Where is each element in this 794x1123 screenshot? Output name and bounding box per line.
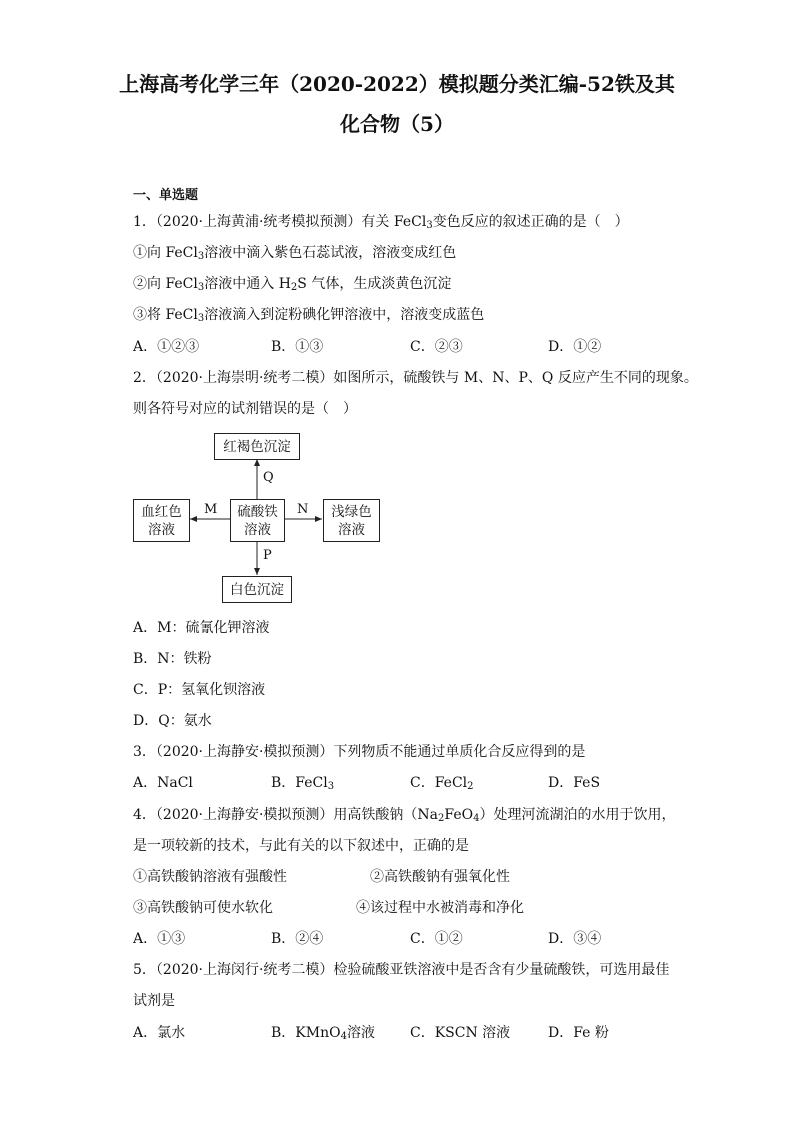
q2-option-c[interactable]: C．P：氢氧化钡溶液 xyxy=(133,682,266,698)
q3-stem: 3．（2020·上海静安·模拟预测）下列物质不能通过单质化合反应得到的是 xyxy=(133,744,586,760)
q1-option-d[interactable]: D．①② xyxy=(548,339,602,355)
q2-option-b[interactable]: B．N：铁粉 xyxy=(133,651,212,667)
q4-statement-3: ③高铁酸钠可使水软化 xyxy=(133,900,273,916)
q2-stem-line-1: 2．（2020·上海崇明·统考二模）如图所示，硫酸铁与 M、N、P、Q 反应产生不同的现象。 xyxy=(133,370,698,386)
q1-option-b[interactable]: B．①③ xyxy=(271,339,324,355)
q4-stem-line-1: 4．（2020·上海静安·模拟预测）用高铁酸钠$(Na_2FeO_4)$处理河流湖泊的水用于饮用， xyxy=(133,807,676,824)
q1-option-c[interactable]: C．②③ xyxy=(410,339,463,355)
q4-statement-2: ②高铁酸钠有强氧化性 xyxy=(370,869,510,885)
label-q: Q xyxy=(263,470,274,485)
q4-statement-4: ④该过程中水被消毒和净化 xyxy=(356,900,524,916)
q4-option-a[interactable]: A．①③ xyxy=(133,931,186,947)
q1-option-a[interactable]: A．①②③ xyxy=(133,339,200,355)
box-light-green-solution: 浅绿色 溶液 xyxy=(323,499,380,542)
q2-stem-line-2: 则各符号对应的试剂错误的是（ ） xyxy=(133,401,357,417)
q3-option-d[interactable]: D．FeS xyxy=(548,775,601,791)
q4-option-c[interactable]: C．①② xyxy=(410,931,463,947)
q3-option-c[interactable]: C．FeCl$_2$ xyxy=(410,775,474,792)
q5-option-a[interactable]: A．氯水 xyxy=(133,1025,186,1041)
box-ferric-sulfate-solution: 硫酸铁 溶液 xyxy=(230,499,285,542)
box-blood-red-solution: 血红色 溶液 xyxy=(133,499,190,542)
title-line-2: 化合物（5） xyxy=(340,112,454,136)
q3-option-b[interactable]: B．FeCl$_3$ xyxy=(271,775,335,792)
q1-statement-3: ③将 FeCl$_3$溶液滴入到淀粉碘化钾溶液中，溶液变成蓝色 xyxy=(133,307,485,324)
q1-statement-1: ①向 FeCl$_3$溶液中滴入紫色石蕊试液，溶液变成红色 xyxy=(133,245,457,262)
q4-option-b[interactable]: B．②④ xyxy=(271,931,324,947)
q5-option-c[interactable]: C．KSCN 溶液 xyxy=(410,1025,511,1041)
q4-stem-line-2: 是一项较新的技术，与此有关的以下叙述中，正确的是 xyxy=(133,838,469,854)
label-n: N xyxy=(297,502,309,517)
q3-option-a[interactable]: A．NaCl xyxy=(133,775,193,791)
q5-option-b[interactable]: B．KMnO$_4$溶液 xyxy=(271,1025,375,1042)
q2-option-a[interactable]: A．M：硫氰化钾溶液 xyxy=(133,620,270,636)
title-line-1: 上海高考化学三年（2020-2022）模拟题分类汇编-52铁及其 xyxy=(119,72,675,96)
box-white-precipitate: 白色沉淀 xyxy=(222,576,292,603)
label-p: P xyxy=(263,548,272,563)
q1-statement-2: ②向 FeCl$_3$溶液中通入 $H_2S$ 气体，生成淡黄色沉淀 xyxy=(133,276,452,293)
q4-option-d[interactable]: D．③④ xyxy=(548,931,602,947)
q1-stem: 1．（2020·上海黄浦·统考模拟预测）有关 FeCl$_3$变色反应的叙述正确的是（ ） xyxy=(133,214,629,231)
q5-stem-line-2: 试剂是 xyxy=(133,993,175,1009)
box-red-brown-precipitate: 红褐色沉淀 xyxy=(214,433,300,460)
q2-option-d[interactable]: D．Q：氨水 xyxy=(133,713,212,729)
section-heading: 一、单选题 xyxy=(133,188,199,203)
q5-option-d[interactable]: D．Fe 粉 xyxy=(548,1025,609,1041)
label-m: M xyxy=(204,502,218,517)
q5-stem-line-1: 5．（2020·上海闵行·统考二模）检验硫酸亚铁溶液中是否含有少量硫酸铁，可选用最佳 xyxy=(133,962,670,978)
q4-statement-1: ①高铁酸钠溶液有强酸性 xyxy=(133,869,287,885)
